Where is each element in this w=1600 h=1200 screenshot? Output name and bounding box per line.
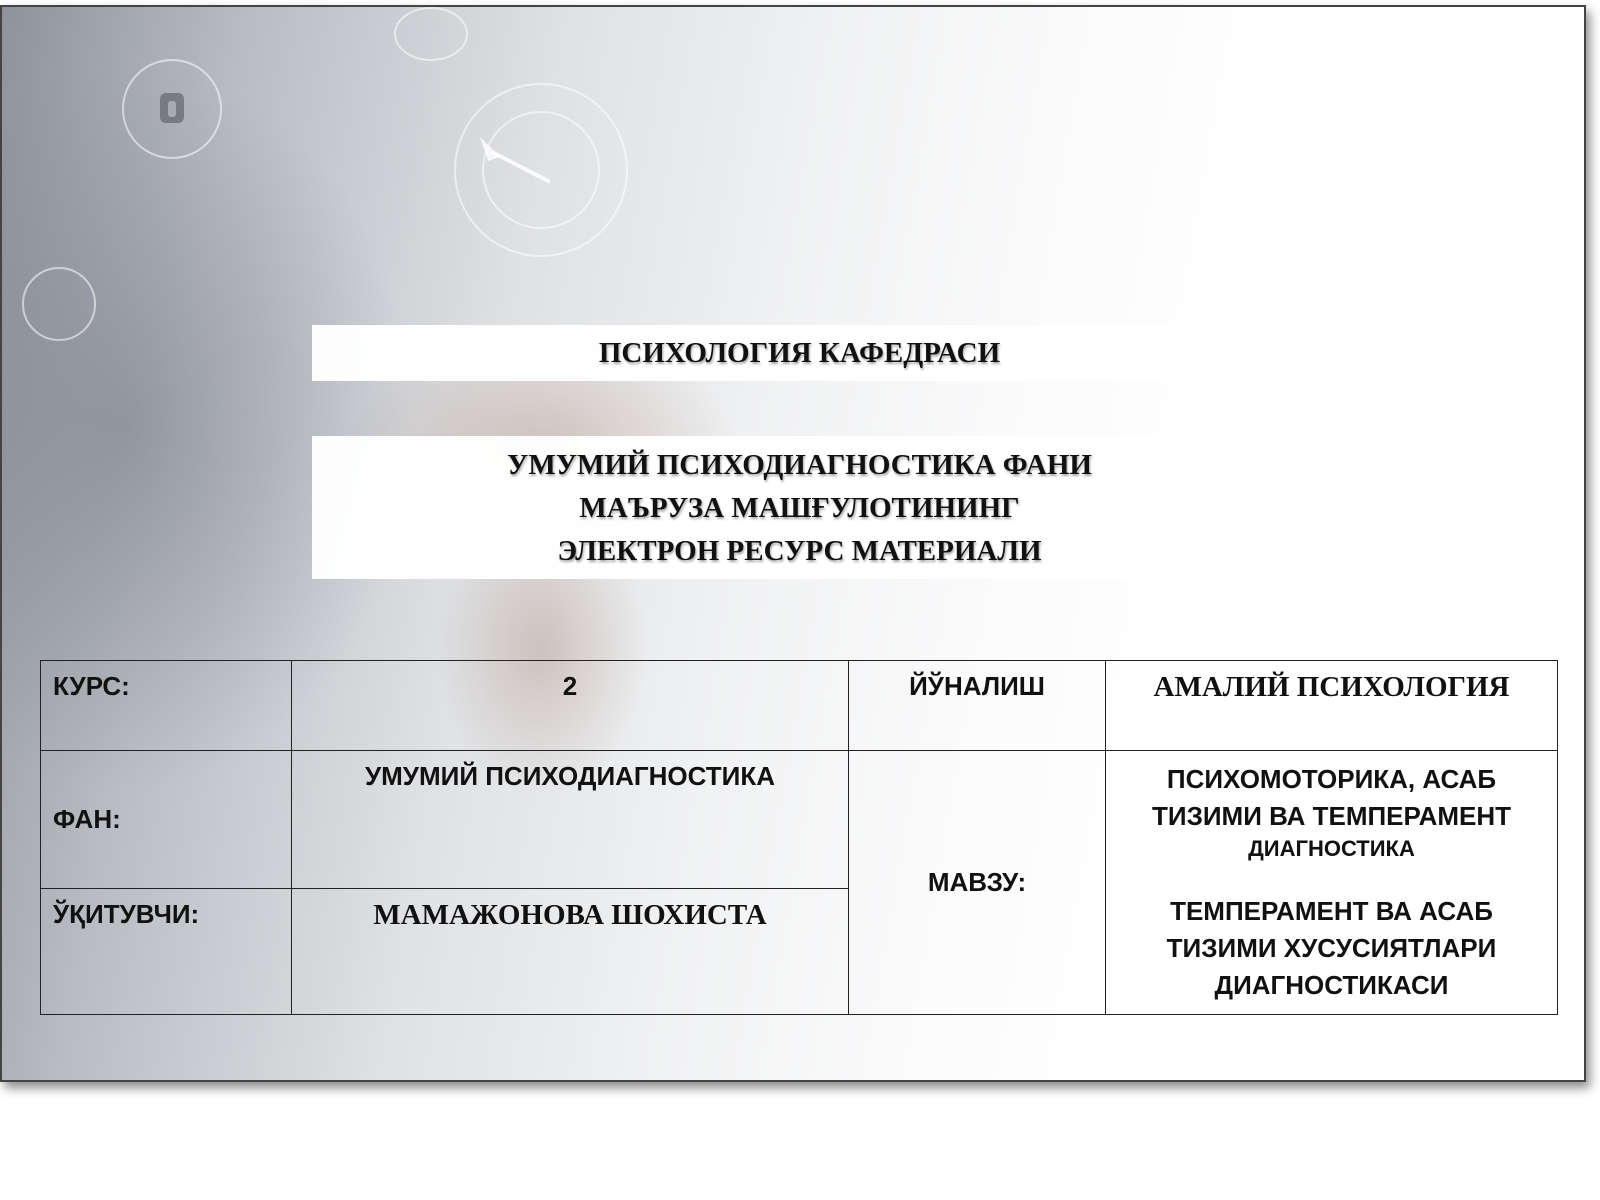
spacer — [1118, 863, 1545, 893]
info-table — [40, 660, 1558, 1015]
teacher-value: МАМАЖОНОВА ШОХИСТА — [292, 889, 849, 1015]
direction-value: АМАЛИЙ ПСИХОЛОГИЯ — [1106, 661, 1558, 751]
topic-value — [1106, 751, 1558, 1015]
subject-value: УМУМИЙ ПСИХОДИАГНОСТИКА — [292, 751, 849, 889]
topic-line: ПСИХОМОТОРИКА, АСАБ — [1166, 764, 1497, 794]
topic-line: ТЕМПЕРАМЕНТ ВА АСАБ — [1170, 896, 1493, 926]
decorative-ring — [22, 267, 96, 341]
teacher-label: ЎҚИТУВЧИ: — [41, 889, 292, 1015]
table-row — [41, 751, 1558, 889]
slide — [0, 5, 1586, 1082]
topic-line: ТИЗИМИ ХУСУСИЯТЛАРИ — [1166, 933, 1497, 963]
department-title: ПСИХОЛОГИЯ КАФЕДРАСИ — [598, 337, 1001, 369]
table-row — [41, 661, 1558, 751]
title-line: ЭЛЕКТРОН РЕСУРС МАТЕРИАЛИ — [557, 535, 1042, 567]
document-title-banner — [312, 436, 1287, 579]
camera-icon — [142, 77, 202, 137]
decorative-ring — [394, 7, 468, 61]
subject-label: ФАН: — [41, 751, 292, 889]
topic-line: ДИАГНОСТИКАСИ — [1214, 970, 1449, 1000]
topic-label: МАВЗУ: — [849, 751, 1106, 1015]
title-line: МАЪРУЗА МАШҒУЛОТИНИНГ — [579, 492, 1020, 524]
department-banner — [312, 325, 1287, 381]
course-label: КУРС: — [41, 661, 292, 751]
topic-line: ТИЗИМИ ВА ТЕМПЕРАМЕНТ — [1152, 801, 1511, 831]
direction-label: ЙЎНАЛИШ — [849, 661, 1106, 751]
title-line: УМУМИЙ ПСИХОДИАГНОСТИКА ФАНИ — [507, 449, 1092, 481]
target-arrow-icon — [470, 127, 570, 187]
course-value: 2 — [292, 661, 849, 751]
topic-line: ДИАГНОСТИКА — [1248, 836, 1415, 861]
